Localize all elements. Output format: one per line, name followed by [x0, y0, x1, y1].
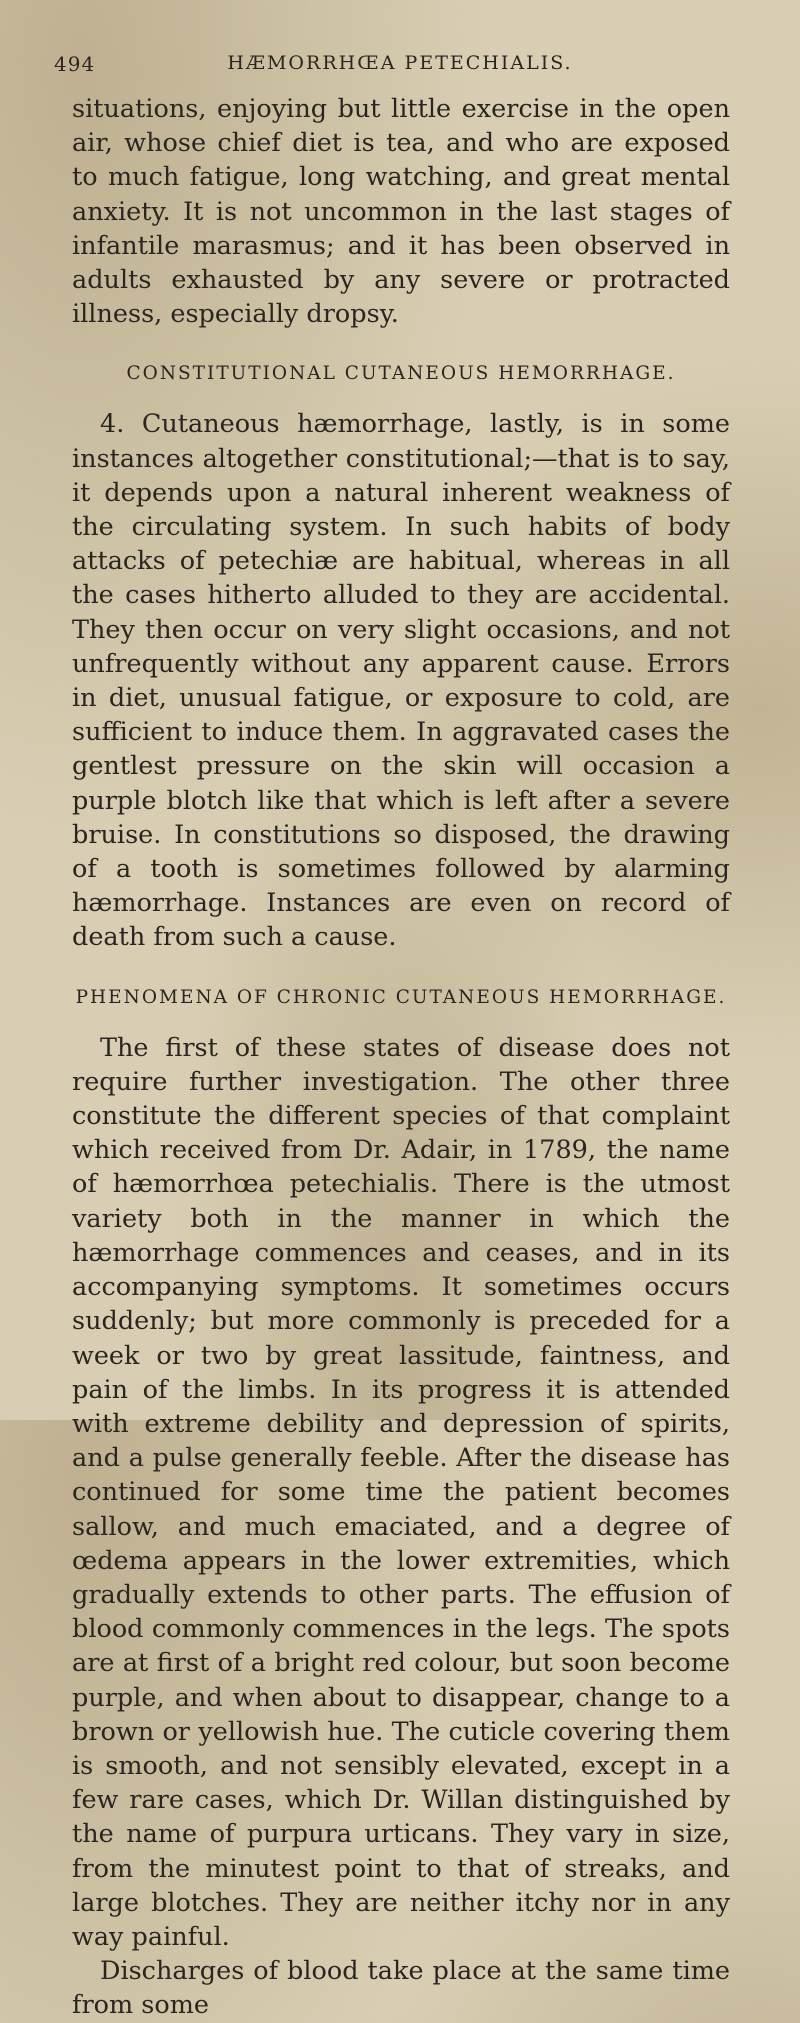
paragraph-continuation: situations, enjoying but little exercise in the open air, whose chief diet is tea, and who are exposed to much fatigue, long watching, and great mental anxiety. It is not uncommon in the last stages of infantile marasmus; and it has been observed in adults exhausted by any severe or protracted illness, especially dropsy.: [72, 94, 730, 330]
running-head: HÆMORRHŒA PETECHIALIS.: [227, 52, 573, 74]
paragraph-discharges: Discharges of blood take place at the same time from some: [72, 1956, 730, 2021]
page-body: [72, 92, 730, 2023]
paragraph-phenomena: The first of these states of disease does not require further investigation. The other three constitute the different species of that complaint which received from Dr. Adair, in 1789, the name of hæmorrhœa petechialis. There is the utmost variety both in the manner in which the hæmorrhage commences and ceases, and in its accompanying symptoms. It sometimes occurs suddenly; but more commonly is preceded for a week or two by great lassitude, faintness, and pain of the limbs. In its progress it is attended with extreme debility and depression of spirits, and a pulse generally feeble. After the disease has continued for some time the patient becomes sallow, and much emaciated, and a degree of œdema appears in the lower extremities, which gradually extends to other parts. The effusion of blood commonly commences in the legs. The spots are at first of a bright red colour, but soon become purple, and when about to disappear, change to a brown or yellowish hue. The cuticle covering them is smooth, and not sensibly elevated, except in a few rare cases, which Dr. Willan distinguished by the name of purpura urticans. They vary in size, from the minutest point to that of streaks, and large blotches. They are neither itchy nor in any way painful.: [72, 1032, 730, 1952]
page-number: 494: [54, 52, 96, 76]
page-header: [40, 52, 760, 82]
section-heading-constitutional: CONSTITUTIONAL CUTANEOUS HEMORRHAGE.: [126, 363, 676, 385]
section-heading-phenomena: PHENOMENA OF CHRONIC CUTANEOUS HEMORRHAGE.: [75, 986, 727, 1008]
paragraph-constitutional: 4. Cutaneous hæmorrhage, lastly, is in some instances altogether constitutional;—that is to say, it depends upon a natural inherent weakness of the circulating system. In such habits of body attacks of petechiæ are habitual, whereas in all the cases hitherto alluded to they are accidental. They then occur on very slight occasions, and not unfrequently without any apparent cause. Errors in diet, unusual fatigue, or exposure to cold, are sufficient to induce them. In aggravated cases the gentlest pressure on the skin will occasion a purple blotch like that which is left after a severe bruise. In constitutions so disposed, the drawing of a tooth is sometimes followed by alarming hæmorrhage. Instances are even on record of death from such a cause.: [72, 409, 730, 953]
